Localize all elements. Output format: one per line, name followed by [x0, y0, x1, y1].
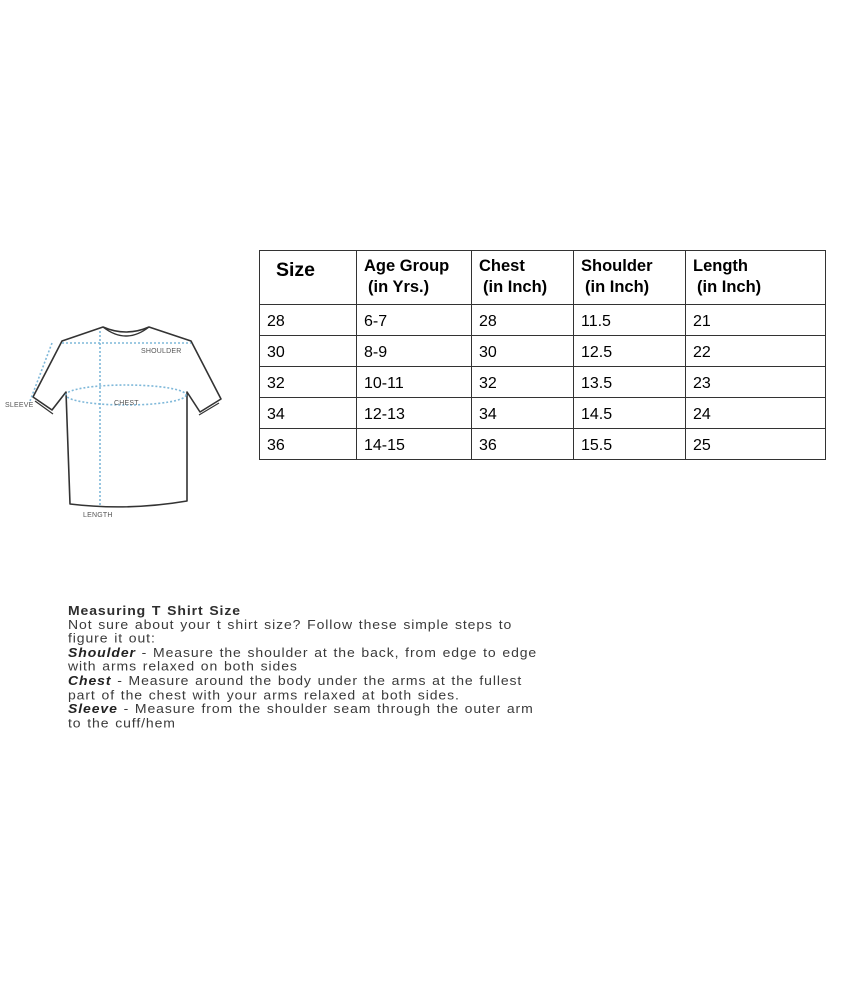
header-length-label: Length: [693, 257, 748, 275]
guide-shoulder-line1: [68, 646, 850, 660]
shoulder-label: SHOULDER: [141, 348, 182, 355]
header-age-group-label: Age Group: [364, 257, 450, 275]
tshirt-diagram: [0, 315, 240, 530]
length-label: LENGTH: [83, 512, 113, 519]
header-shoulder-unit: (in Inch): [585, 278, 650, 296]
cell-shoulder: 15.5: [574, 429, 686, 460]
table-header-row: [260, 251, 826, 305]
header-chest-unit: (in Inch): [483, 278, 548, 296]
cell-age-group: 10-11: [357, 367, 472, 398]
cell-size: 34: [260, 398, 357, 429]
cell-age-group: 14-15: [357, 429, 472, 460]
cell-size: 32: [260, 367, 357, 398]
cell-age-group: 6-7: [357, 305, 472, 336]
cell-chest: 36: [472, 429, 574, 460]
guide-chest-line1: [68, 674, 850, 688]
cell-age-group: 8-9: [357, 336, 472, 367]
guide-chest-line2: part of the chest with your arms relaxed at both sides.: [68, 687, 460, 702]
header-size-label: Size: [276, 259, 316, 281]
guide-intro-line1: Not sure about your t shirt size? Follow these simple steps to: [68, 617, 513, 632]
chest-label: CHEST: [114, 400, 139, 407]
table-row: [260, 336, 826, 367]
cell-age-group: 12-13: [357, 398, 472, 429]
guide-shoulder-text: - Measure the shoulder at the back, from edge to edge: [135, 645, 538, 660]
cell-shoulder: 12.5: [574, 336, 686, 367]
header-chest: [472, 251, 574, 305]
cell-length: 25: [686, 429, 826, 460]
guide-shoulder-line2: with arms relaxed on both sides: [68, 659, 298, 674]
tshirt-outline-icon: [0, 315, 240, 530]
cell-shoulder: 14.5: [574, 398, 686, 429]
table-row: [260, 429, 826, 460]
guide-sleeve-term: Sleeve: [68, 701, 118, 716]
guide-intro-line2: figure it out:: [68, 631, 156, 646]
guide-shoulder-term: Shoulder: [68, 645, 136, 660]
measuring-guide: [68, 604, 850, 730]
cell-length: 24: [686, 398, 826, 429]
table-row: [260, 367, 826, 398]
cell-chest: 28: [472, 305, 574, 336]
cell-chest: 32: [472, 367, 574, 398]
guide-sleeve-line1: [68, 702, 850, 716]
guide-chest-text: - Measure around the body under the arms at the fullest: [111, 673, 523, 688]
cell-shoulder: 11.5: [574, 305, 686, 336]
header-length: [686, 251, 826, 305]
cell-size: 30: [260, 336, 357, 367]
sleeve-label: SLEEVE: [5, 402, 34, 409]
size-chart-table: [259, 250, 826, 460]
header-age-group: [357, 251, 472, 305]
guide-chest-term: Chest: [68, 673, 112, 688]
table-row: [260, 398, 826, 429]
header-size: [260, 251, 357, 305]
cell-length: 23: [686, 367, 826, 398]
cell-size: 36: [260, 429, 357, 460]
cell-length: 22: [686, 336, 826, 367]
header-age-group-unit: (in Yrs.): [368, 278, 430, 296]
header-length-unit: (in Inch): [697, 278, 762, 296]
header-chest-label: Chest: [479, 257, 525, 275]
header-shoulder: [574, 251, 686, 305]
cell-shoulder: 13.5: [574, 367, 686, 398]
table-row: [260, 305, 826, 336]
cell-length: 21: [686, 305, 826, 336]
guide-sleeve-line2: to the cuff/hem: [68, 715, 176, 730]
header-shoulder-label: Shoulder: [581, 257, 653, 275]
cell-chest: 34: [472, 398, 574, 429]
guide-sleeve-text: - Measure from the shoulder seam through the outer arm: [117, 701, 534, 716]
cell-size: 28: [260, 305, 357, 336]
cell-chest: 30: [472, 336, 574, 367]
guide-title: Measuring T Shirt Size: [68, 603, 241, 618]
tshirt-body: [33, 327, 221, 507]
